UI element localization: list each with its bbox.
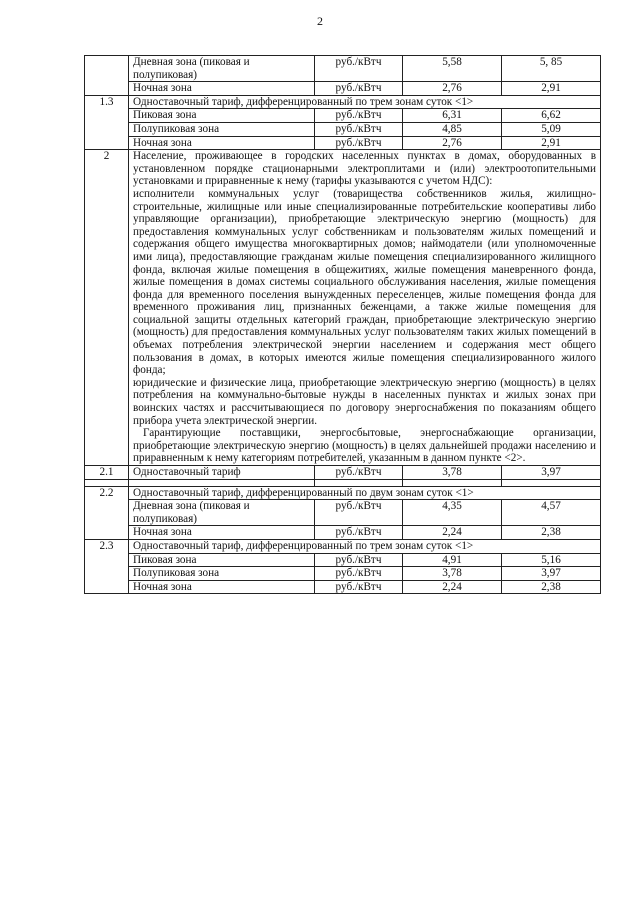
tariff-value-2: 2,38 [502, 580, 601, 594]
paragraph: Население, проживающее в городских населенных пунктах в домах, оборудованных в установленном порядке стационарными электроплитами и (или) электроотопительными установками и приравненные к нему (тарифы указываются с учетом НДС): [133, 150, 596, 188]
section-title: Одноставочный тариф, дифференцированный по трем зонам суток <1> [129, 95, 601, 109]
tariff-value-2: 5, 85 [502, 56, 601, 82]
unit-cell: руб./кВтч [315, 56, 403, 82]
row-number [85, 56, 129, 96]
table-row [85, 136, 601, 150]
section-row-2 [85, 150, 601, 466]
zone-label: Дневная зона (пиковая и полупиковая) [129, 500, 315, 526]
unit-cell: руб./кВтч [315, 526, 403, 540]
unit-cell: руб./кВтч [315, 500, 403, 526]
table-row [85, 580, 601, 594]
zone-label: Ночная зона [129, 82, 315, 96]
tariff-value-2: 3,97 [502, 466, 601, 480]
tariff-value-2: 2,91 [502, 82, 601, 96]
paragraph: исполнители коммунальных услуг (товарищества собственников жилья, жилищно-строительные, жилищные или иные специализированные потребительские кооперативы либо управляющие организации), приобретающие электрическую энергию (мощность) для предоставления коммунальных услуг собственникам и пользователям жилых помещений и содержания общего имущества многоквартирных домов; наймодатели (или уполномоченные ими лица), предоставляющие гражданам жилые помещения специализированного жилищного фонда, включая жилые помещения в общежитиях, жилые помещения маневренного фонда, жилые помещения в домах системы социального обслуживания населения, жилые помещения фонда для временного поселения вынужденных переселенцев, жилые помещения фонда для временного проживания лиц, признанных беженцами, а также жилые помещения для социальной защиты отдельных категорий граждан, приобретающие электрическую энергию (мощность) для предоставления коммунальных услуг пользователям таких жилых помещений в объемах потребления электрической энергии населением и содержания мест общего пользования в домах, в которых имеются жилые помещения специализированного жилого фонда; [133, 187, 596, 377]
tariff-value-2: 2,91 [502, 136, 601, 150]
unit-cell: руб./кВтч [315, 136, 403, 150]
tariff-value-2: 2,38 [502, 526, 601, 540]
tariff-value-1: 6,31 [403, 109, 502, 123]
row-number: 2.3 [85, 539, 129, 593]
tariff-value-1: 4,35 [403, 500, 502, 526]
table-row [85, 122, 601, 136]
section-title: Одноставочный тариф, дифференцированный по двум зонам суток <1> [129, 486, 601, 500]
zone-label: Одноставочный тариф [129, 466, 315, 480]
table-row [85, 500, 601, 526]
section-row-2-3 [85, 539, 601, 553]
tariff-value-2: 5,09 [502, 122, 601, 136]
page-number: 2 [317, 14, 323, 28]
zone-label: Дневная зона (пиковая и полупиковая) [129, 56, 315, 82]
consumer-description [129, 150, 601, 466]
zone-label: Ночная зона [129, 526, 315, 540]
section-title: Одноставочный тариф, дифференцированный по трем зонам суток <1> [129, 539, 601, 553]
row-number: 2.1 [85, 466, 129, 480]
tariff-value-1: 2,24 [403, 580, 502, 594]
section-row-1-3 [85, 95, 601, 109]
row-number: 1.3 [85, 95, 129, 149]
unit-cell: руб./кВтч [315, 466, 403, 480]
table-row [85, 109, 601, 123]
row-number: 2 [85, 150, 129, 466]
table-row [85, 526, 601, 540]
unit-cell: руб./кВтч [315, 580, 403, 594]
tariff-value-1: 3,78 [403, 466, 502, 480]
section-row-2-2 [85, 486, 601, 500]
unit-cell: руб./кВтч [315, 553, 403, 567]
tariff-value-2: 4,57 [502, 500, 601, 526]
paragraph: Гарантирующие поставщики, энергосбытовые, энергоснабжающие организации, приобретающие электрическую энергию (мощность) в целях дальнейшей продажи населению и приравненным к нему категориям потребителей, указанным в данном пункте <2>. [133, 427, 596, 465]
spacer-row [85, 479, 601, 486]
zone-label: Ночная зона [129, 580, 315, 594]
zone-label: Полупиковая зона [129, 122, 315, 136]
zone-label: Полупиковая зона [129, 567, 315, 581]
unit-cell: руб./кВтч [315, 109, 403, 123]
tariff-value-1: 4,85 [403, 122, 502, 136]
tariff-table [84, 55, 601, 594]
tariff-value-2: 6,62 [502, 109, 601, 123]
table-row [85, 82, 601, 96]
zone-label: Пиковая зона [129, 109, 315, 123]
tariff-value-2: 3,97 [502, 567, 601, 581]
paragraph: юридические и физические лица, приобретающие электрическую энергию (мощность) в целях потребления на коммунально-бытовые нужды в населенных пунктах и жилых зонах при воинских частях и рассчитывающиеся по договору энергоснабжения по показаниям общего прибора учета электрической энергии. [133, 376, 596, 427]
section-row-2-1 [85, 466, 601, 480]
unit-cell: руб./кВтч [315, 82, 403, 96]
zone-label: Пиковая зона [129, 553, 315, 567]
table-row [85, 56, 601, 82]
table-row [85, 553, 601, 567]
tariff-value-1: 4,91 [403, 553, 502, 567]
tariff-value-1: 2,76 [403, 82, 502, 96]
unit-cell: руб./кВтч [315, 122, 403, 136]
zone-label: Ночная зона [129, 136, 315, 150]
table-row [85, 567, 601, 581]
tariff-value-2: 5,16 [502, 553, 601, 567]
tariff-value-1: 2,76 [403, 136, 502, 150]
unit-cell: руб./кВтч [315, 567, 403, 581]
tariff-value-1: 2,24 [403, 526, 502, 540]
row-number: 2.2 [85, 486, 129, 539]
tariff-value-1: 3,78 [403, 567, 502, 581]
tariff-value-1: 5,58 [403, 56, 502, 82]
